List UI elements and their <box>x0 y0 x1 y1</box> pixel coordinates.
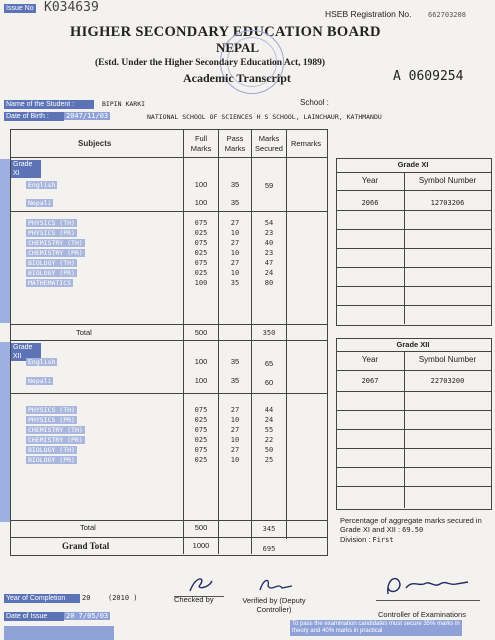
grade11-symbol-title: Grade XI <box>397 160 429 169</box>
g12-year-header: Year <box>361 355 379 364</box>
aggregate-value: 69.50 <box>402 526 424 534</box>
completion-label: Year of Completion <box>4 594 80 603</box>
full-marks-value: 025 <box>194 229 208 237</box>
grade11-label: Grade XI <box>11 160 41 178</box>
table-row-divider <box>336 410 491 411</box>
full-marks-value: 075 <box>194 446 208 454</box>
document-title: Academic Transcript <box>183 71 291 85</box>
table-row-divider <box>336 448 491 449</box>
subject-row-label: PHYSICS (PR) <box>28 416 75 424</box>
grand-total-full: 1000 <box>192 541 210 550</box>
full-marks-value: 075 <box>194 426 208 434</box>
table-row-divider <box>336 267 491 268</box>
subject-row-label: BIOLOGY (PR) <box>28 269 75 277</box>
marks-secured-value: 22 <box>264 436 274 444</box>
marks-secured-value: 55 <box>264 426 274 434</box>
header-pass-marks: Pass Marks <box>224 134 246 153</box>
grand-total-label: Grand Total <box>62 541 110 551</box>
marks-secured-value: 54 <box>264 219 274 227</box>
subject-row-label: PHYSICS (PR) <box>28 229 75 237</box>
marks-table <box>10 129 328 556</box>
full-marks-value: 075 <box>194 406 208 414</box>
full-marks-value: 025 <box>194 456 208 464</box>
full-marks-value: 075 <box>194 259 208 267</box>
pass-marks-value: 27 <box>230 426 240 434</box>
g12-total-full: 500 <box>194 523 208 532</box>
g12-english-full: 100 <box>194 357 208 366</box>
marks-secured-value: 47 <box>264 259 274 267</box>
g11-symbol-header: Symbol Number <box>418 176 477 185</box>
issue-label: Issue No <box>6 5 34 12</box>
g11-english-full: 100 <box>194 180 208 189</box>
grade12-symbol-title: Grade XII <box>396 340 430 349</box>
g12-english-secured: 65 <box>264 359 274 368</box>
controller-label: Controller of Examinations <box>378 610 466 619</box>
pass-marks-value: 35 <box>230 279 240 287</box>
division-value: First <box>372 536 394 544</box>
g11-nepali-full: 100 <box>194 198 208 207</box>
pass-note: To pass the examination candidates must secure 35% marks in theory and 40% marks in practical <box>290 620 462 636</box>
table-row-divider <box>336 429 491 430</box>
checked-by-label: Checked by <box>174 595 214 604</box>
division-label: Division : <box>340 535 371 544</box>
school-label: School : <box>300 98 329 107</box>
g11-symbol-value: 12703206 <box>430 199 465 207</box>
completion-value: 20 <box>82 594 91 602</box>
pass-marks-value: 27 <box>230 406 240 414</box>
pass-marks-value: 27 <box>230 239 240 247</box>
issue-date-value: 20 7/05/03 <box>66 612 109 620</box>
school-name: NATIONAL SCHOOL OF SCIENCES H S SCHOOL, LAINCHAUR, KATHMANDU <box>147 113 382 121</box>
g11-english-pass: 35 <box>230 180 240 189</box>
footer-band <box>4 626 114 640</box>
full-marks-value: 025 <box>194 249 208 257</box>
marks-secured-value: 40 <box>264 239 274 247</box>
subject-row-label: PHYSICS (TH) <box>28 219 75 227</box>
g12-english-pass: 35 <box>230 357 240 366</box>
pass-marks-value: 27 <box>230 446 240 454</box>
g12-total-label: Total <box>80 523 96 532</box>
serial-number: A 0609254 <box>393 69 464 84</box>
g11-year-value: 2066 <box>361 199 379 207</box>
aggregate-label: Percentage of aggregate marks secured in Grade XI and XII : <box>340 516 482 534</box>
country-name: NEPAL <box>216 40 260 55</box>
division <box>340 535 394 544</box>
table-row-divider <box>336 305 491 306</box>
header-subjects: Subjects <box>78 139 112 148</box>
g12-nepali-secured: 60 <box>264 378 274 387</box>
subject-row-label: MATHEMATICS <box>28 279 72 287</box>
header-marks-secured: Marks Secured <box>255 134 283 153</box>
g12-subject-nepali: Nepali <box>28 377 52 385</box>
g12-total-secured: 345 <box>262 525 276 533</box>
pass-marks-value: 10 <box>230 436 240 444</box>
full-marks-value: 075 <box>194 219 208 227</box>
table-row-divider <box>336 467 491 468</box>
dob-value: 2047/11/03 <box>66 112 109 120</box>
grade11-strip <box>0 159 10 323</box>
marks-secured-value: 24 <box>264 269 274 277</box>
marks-secured-value: 25 <box>264 456 274 464</box>
pass-marks-value: 10 <box>230 269 240 277</box>
aggregate-percentage <box>340 516 492 535</box>
table-row-divider <box>336 486 491 487</box>
subject-row-label: BIOLOGY (TH) <box>28 259 75 267</box>
pass-marks-value: 10 <box>230 456 240 464</box>
full-marks-value: 025 <box>194 269 208 277</box>
subject-row-label: CHEMISTRY (PR) <box>28 436 83 444</box>
establishment-line: (Estd. Under the Higher Secondary Education Act, 1989) <box>95 58 326 68</box>
full-marks-value: 075 <box>194 239 208 247</box>
pass-marks-value: 27 <box>230 259 240 267</box>
verified-by-label: Verified by (Deputy Controller) <box>242 596 306 614</box>
g12-nepali-full: 100 <box>194 376 208 385</box>
marks-secured-value: 23 <box>264 249 274 257</box>
g12-symbol-value: 22703200 <box>430 377 465 385</box>
g11-total-secured: 350 <box>262 329 276 337</box>
g12-year-value: 2067 <box>361 377 379 385</box>
header-remarks: Remarks <box>290 139 321 148</box>
deputy-signature <box>256 576 296 596</box>
g11-subject-english: English <box>28 181 56 189</box>
subject-row-label: BIOLOGY (TH) <box>28 446 75 454</box>
subject-row-label: CHEMISTRY (PR) <box>28 249 83 257</box>
table-row-divider <box>336 229 491 230</box>
g11-total-label: Total <box>76 328 92 337</box>
g11-english-secured: 59 <box>264 181 274 190</box>
pass-marks-value: 27 <box>230 219 240 227</box>
checker-signature <box>186 573 216 595</box>
pass-marks-value: 10 <box>230 249 240 257</box>
board-name: HIGHER SECONDARY EDUCATION BOARD <box>70 24 381 40</box>
grand-total-secured: 695 <box>262 545 276 553</box>
completion-value-ad: (2010 ) <box>108 594 138 602</box>
issue-number: K034639 <box>44 0 99 15</box>
registration-label: HSEB Registration No. <box>325 9 412 19</box>
g12-subject-english: English <box>28 358 56 366</box>
g12-symbol-header: Symbol Number <box>418 355 477 364</box>
table-row-divider <box>336 286 491 287</box>
table-row-divider <box>336 210 491 211</box>
table-row-divider <box>336 391 491 392</box>
full-marks-value: 025 <box>194 416 208 424</box>
student-name: BIPIN KARKI <box>102 100 146 108</box>
subject-row-label: CHEMISTRY (TH) <box>28 426 83 434</box>
pass-marks-value: 10 <box>230 416 240 424</box>
marks-secured-value: 24 <box>264 416 274 424</box>
table-row-divider <box>336 248 491 249</box>
g11-nepali-pass: 35 <box>230 198 240 207</box>
student-name-label: Name of the Student : <box>4 100 94 109</box>
subject-row-label: CHEMISTRY (TH) <box>28 239 83 247</box>
marks-secured-value: 23 <box>264 229 274 237</box>
marks-secured-value: 44 <box>264 406 274 414</box>
grade12-strip <box>0 342 10 522</box>
g11-subject-nepali: Nepali <box>28 199 52 207</box>
g11-total-full: 500 <box>194 328 208 337</box>
issue-date-label: Date of Issue <box>4 612 64 621</box>
marks-secured-value: 80 <box>264 279 274 287</box>
full-marks-value: 100 <box>194 279 208 287</box>
dob-label: Date of Birth : <box>4 112 64 121</box>
pass-marks-value: 10 <box>230 229 240 237</box>
grade12-label: Grade XII <box>11 343 41 361</box>
full-marks-value: 025 <box>194 436 208 444</box>
marks-secured-value: 50 <box>264 446 274 454</box>
header-full-marks: Full Marks <box>190 134 212 153</box>
subject-row-label: PHYSICS (TH) <box>28 406 75 414</box>
g11-year-header: Year <box>361 176 379 185</box>
subject-row-label: BIOLOGY (PR) <box>28 456 75 464</box>
controller-signature <box>382 570 474 600</box>
registration-number: 662703208 <box>428 11 466 19</box>
g12-nepali-pass: 35 <box>230 376 240 385</box>
